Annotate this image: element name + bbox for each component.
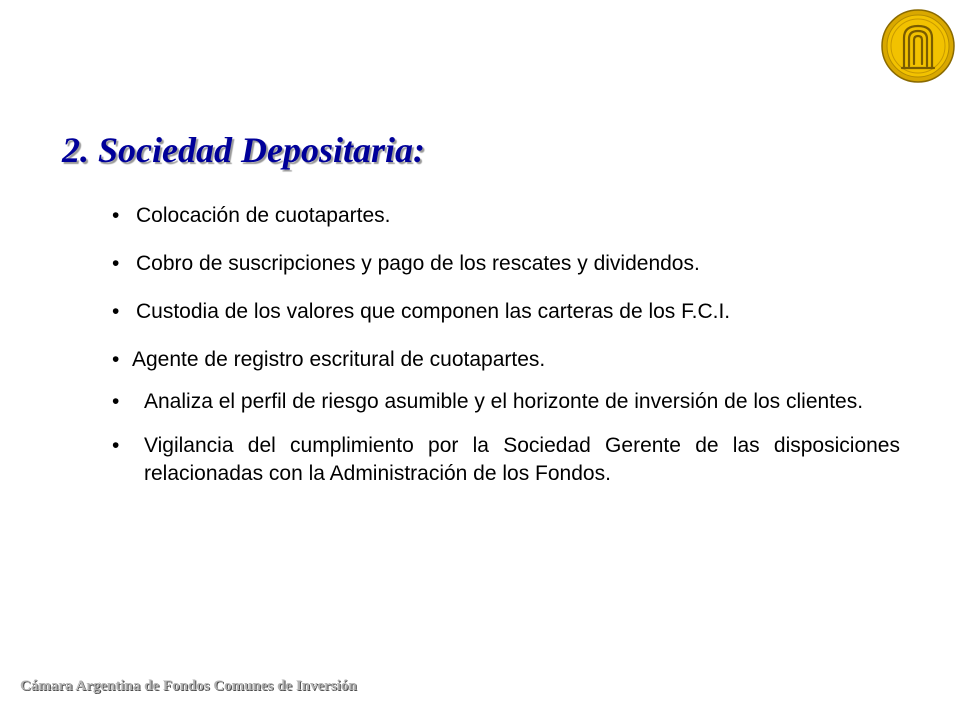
slide-title: 2. Sociedad Depositaria: — [62, 130, 425, 170]
bullet-item — [112, 202, 900, 230]
bullet-marker: • — [112, 434, 120, 457]
bullet-marker: • — [112, 252, 120, 275]
bullet-text: Custodia de los valores que componen las carteras de los F.C.I. — [136, 300, 731, 323]
bullet-item — [112, 298, 900, 326]
footer-organization-name: Cámara Argentina de Fondos Comunes de Inversión — [20, 678, 357, 694]
cafci-logo-icon — [880, 8, 956, 84]
bullet-text: Colocación de cuotapartes. — [136, 204, 391, 227]
bullet-item — [112, 432, 900, 488]
bullet-item — [112, 388, 900, 416]
bullet-item — [112, 346, 900, 374]
bullet-text: Cobro de suscripciones y pago de los rescates y dividendos. — [136, 252, 700, 275]
bullet-text: Analiza el perfil de riesgo asumible y el horizonte de inversión de los clientes. — [144, 390, 864, 413]
bullet-text: Vigilancia del cumplimiento por la Sociedad Gerente de las disposiciones relacionadas con la Administración de los Fondos. — [144, 434, 900, 485]
bullet-text: Agente de registro escritural de cuotapartes. — [132, 348, 546, 371]
bullet-item — [112, 250, 900, 278]
bullet-marker: • — [112, 348, 120, 371]
bullet-marker: • — [112, 300, 120, 323]
bullet-marker: • — [112, 390, 120, 413]
bullet-marker: • — [112, 204, 120, 227]
bullet-list — [112, 202, 900, 488]
